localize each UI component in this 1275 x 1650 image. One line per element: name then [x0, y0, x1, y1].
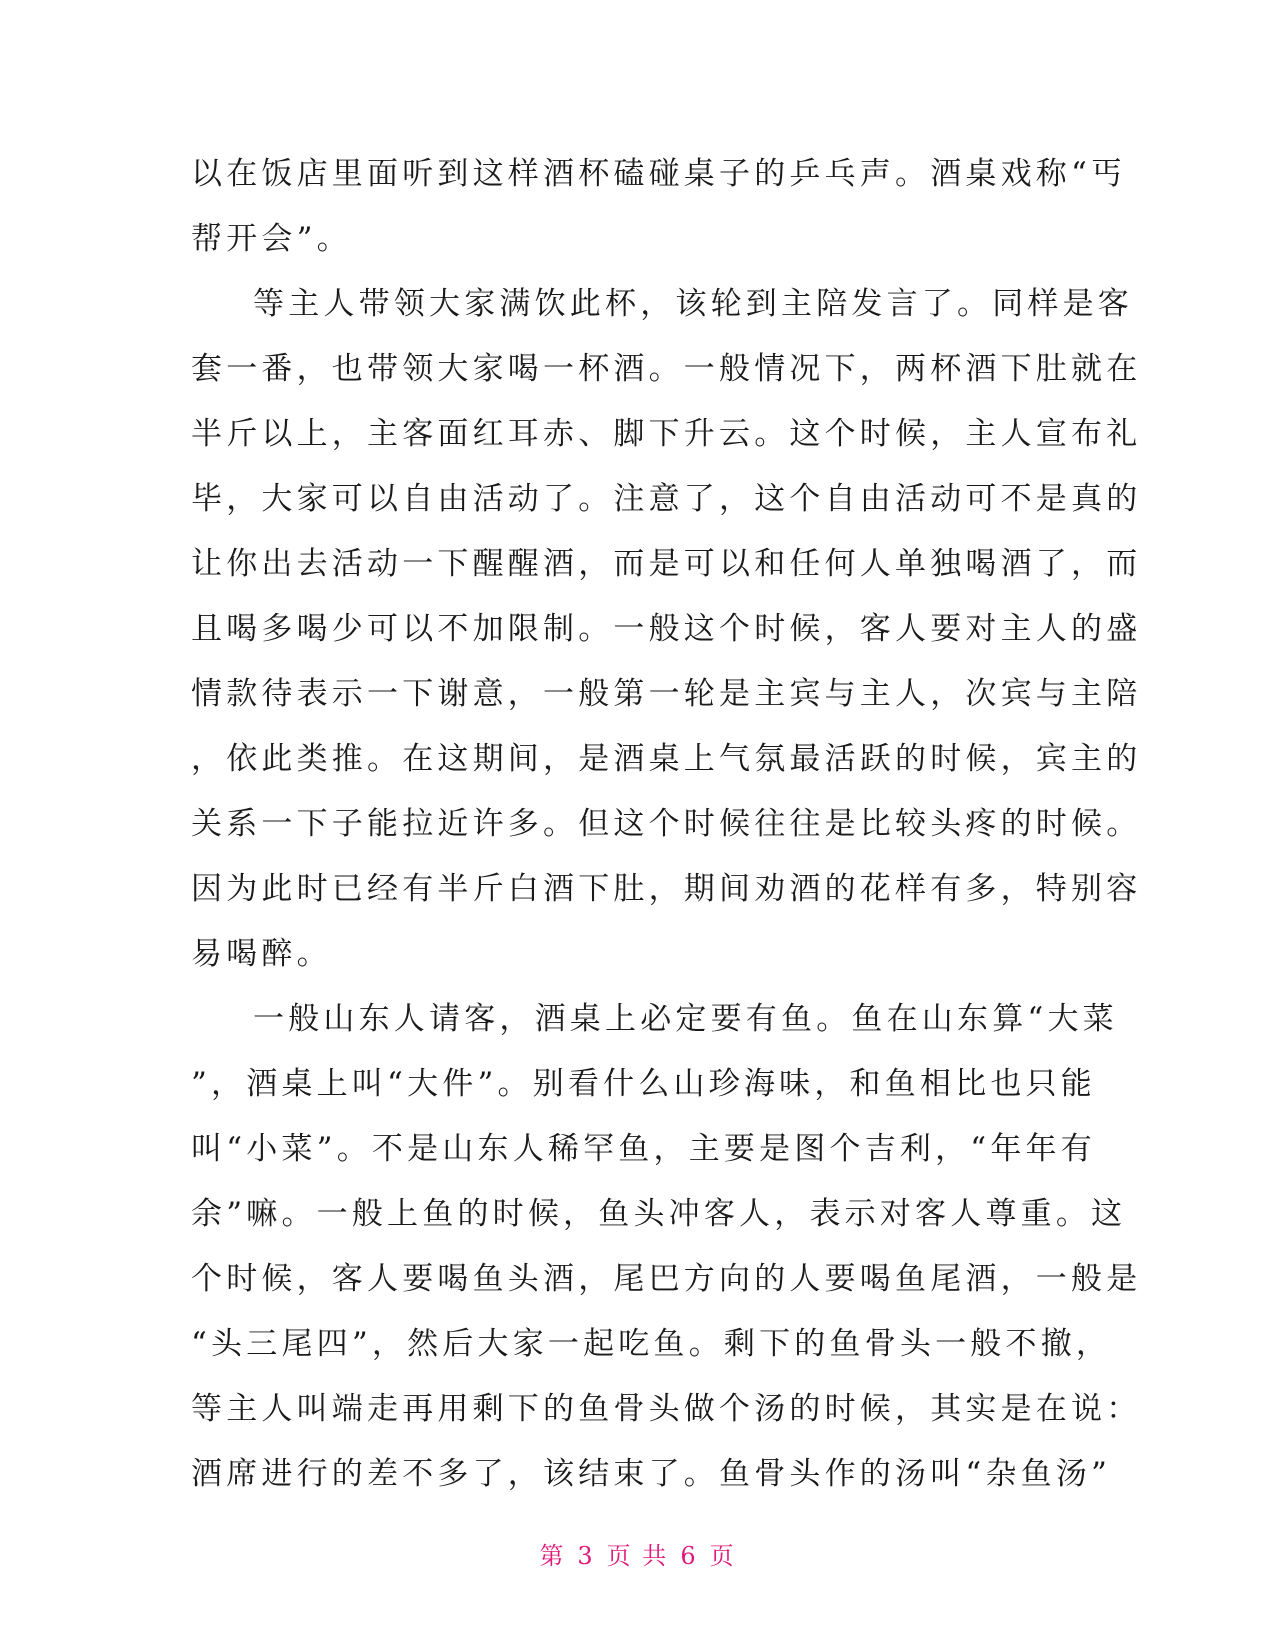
document-body	[191, 142, 1142, 1507]
text-line: 半斤以上，主客面红耳赤、脚下升云。这个时候，主人宣布礼	[191, 416, 1142, 452]
text-line: 叫“小菜”。不是山东人稀罕鱼，主要是图个吉利，“年年有	[191, 1131, 1096, 1167]
text-line: 酒席进行的差不多了，该结束了。鱼骨头作的汤叫“杂鱼汤”	[191, 1456, 1112, 1492]
text-line: 毕，大家可以自由活动了。注意了，这个自由活动可不是真的	[191, 481, 1142, 517]
text-line: “头三尾四”，然后大家一起吃鱼。剩下的鱼骨头一般不撤，	[191, 1326, 1112, 1362]
text-line: 关系一下子能拉近许多。但这个时候往往是比较头疼的时候。	[191, 806, 1142, 842]
page-footer	[0, 1536, 1275, 1571]
footer-page-number: 3	[577, 1542, 595, 1570]
text-line: 个时候，客人要喝鱼头酒，尾巴方向的人要喝鱼尾酒，一般是	[191, 1261, 1142, 1297]
footer-middle: 页 共	[606, 1542, 669, 1570]
text-line: 让你出去活动一下醒醒酒，而是可以和任何人单独喝酒了，而	[191, 546, 1142, 582]
footer-total-pages: 6	[680, 1542, 698, 1570]
text-line: 帮开会”。	[191, 221, 352, 257]
footer-prefix: 第	[539, 1542, 566, 1570]
text-line: 情款待表示一下谢意，一般第一轮是主宾与主人，次宾与主陪	[191, 676, 1142, 712]
text-line: 余”嘛。一般上鱼的时候，鱼头冲客人，表示对客人尊重。这	[191, 1196, 1127, 1232]
text-line: 以在饭店里面听到这样酒杯磕碰桌子的乒乓声。酒桌戏称“丐	[191, 156, 1127, 192]
text-line: 套一番，也带领大家喝一杯酒。一般情况下，两杯酒下肚就在	[191, 351, 1142, 387]
text-line: ”，酒桌上叫“大件”。别看什么山珍海味，和鱼相比也只能	[191, 1066, 1096, 1102]
text-line: ，依此类推。在这期间，是酒桌上气氛最活跃的时候，宾主的	[191, 741, 1142, 777]
text-line: 一般山东人请客，酒桌上必定要有鱼。鱼在山东算“大菜	[253, 1001, 1118, 1037]
text-line: 等主人叫端走再用剩下的鱼骨头做个汤的时候，其实是在说：	[191, 1391, 1142, 1427]
text-line: 且喝多喝少可以不加限制。一般这个时候，客人要对主人的盛	[191, 611, 1142, 647]
footer-suffix: 页	[709, 1542, 736, 1570]
text-line: 等主人带领大家满饮此杯，该轮到主陪发言了。同样是客	[253, 286, 1133, 322]
text-line: 易喝醉。	[191, 936, 332, 972]
text-line: 因为此时已经有半斤白酒下肚，期间劝酒的花样有多，特别容	[191, 871, 1142, 907]
